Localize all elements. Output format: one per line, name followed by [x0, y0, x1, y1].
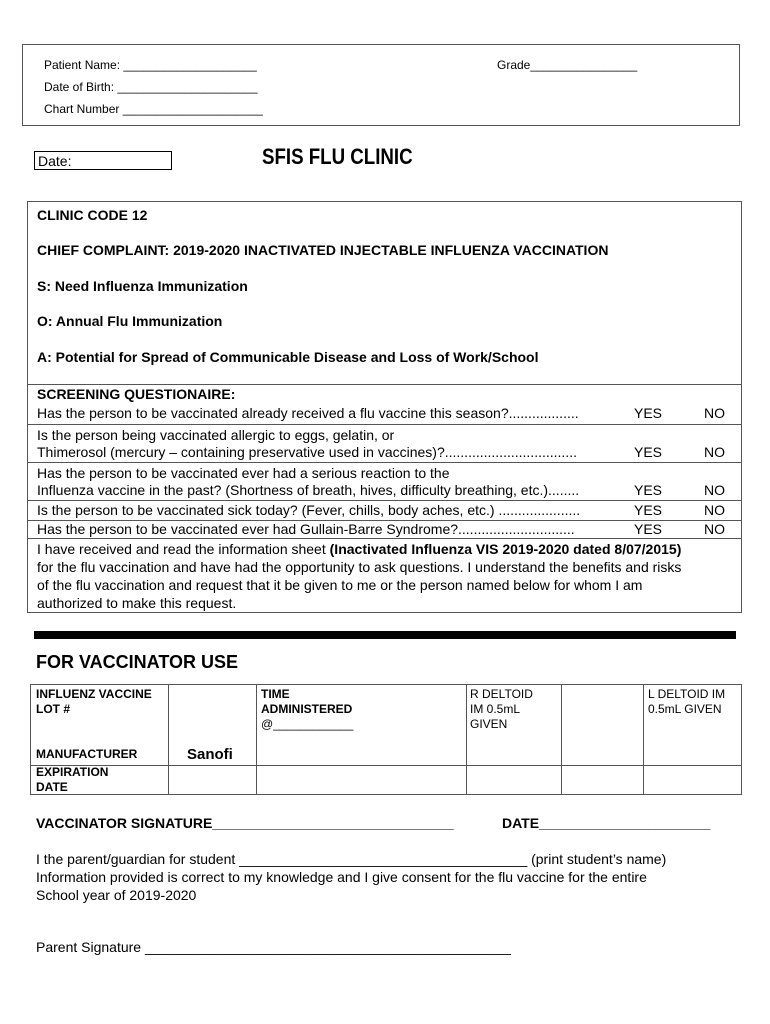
subjective-note: S: Need Influenza Immunization — [37, 278, 248, 294]
vis-reference: (Inactivated Influenza VIS 2019-2020 dated 8/07/2015) — [329, 541, 682, 557]
no-option[interactable]: NO — [704, 521, 725, 537]
clinic-code: CLINIC CODE 12 — [37, 207, 148, 223]
question-text: Has the person to be vaccinated ever had Gullain-Barre Syndrome?.............................. — [37, 521, 575, 537]
expiration-date-label: EXPIRATION DATE — [36, 765, 109, 794]
vaccinator-heading: FOR VACCINATOR USE — [36, 652, 239, 672]
screening-heading: SCREENING QUESTIONAIRE: — [37, 386, 236, 402]
divider — [28, 424, 741, 425]
date-of-birth-field[interactable]: Date of Birth: _____________________ — [44, 80, 258, 94]
question-text: Influenza vaccine in the past? (Shortness of breath, hives, difficulty breathing, etc.)........ — [37, 482, 580, 498]
no-option[interactable]: NO — [704, 482, 725, 498]
parent-consent-statement — [36, 850, 666, 904]
divider — [28, 500, 741, 501]
divider — [28, 462, 741, 463]
page-title: SFIS FLU CLINIC — [262, 144, 413, 169]
parent-consent-text[interactable]: I the parent/guardian for student _____________________________________ (print student’s name) — [36, 851, 667, 867]
screening-question-5 — [37, 521, 737, 537]
section-divider — [34, 631, 736, 639]
no-option[interactable]: NO — [704, 502, 725, 518]
parent-signature-line[interactable]: Parent Signature _______________________________________________ — [36, 939, 511, 955]
lot-number-label: INFLUENZ VACCINE LOT # — [36, 687, 152, 716]
parent-consent-text: Information provided is correct to my knowledge and I give consent for the flu vaccine for the entire — [36, 869, 647, 885]
screening-question-3 — [37, 465, 737, 498]
grade-field[interactable]: Grade________________ — [497, 58, 638, 72]
manufacturer-value: Sanofi — [187, 746, 233, 763]
divider — [28, 384, 741, 385]
question-text: Is the person being vaccinated allergic to eggs, gelatin, or — [37, 427, 395, 443]
question-text: Has the person to be vaccinated ever had a serious reaction to the — [37, 465, 450, 481]
yes-option[interactable]: YES — [634, 521, 663, 537]
parent-consent-text: School year of 2019-2020 — [36, 887, 197, 903]
date-field[interactable]: Date: — [34, 151, 172, 170]
screening-question-4 — [37, 502, 737, 518]
vaccinator-signature-line[interactable]: VACCINATOR SIGNATURE_______________________________ — [36, 815, 454, 831]
yes-option[interactable]: YES — [634, 405, 663, 421]
signature-date-line[interactable]: DATE______________________ — [502, 815, 711, 831]
question-text: Has the person to be vaccinated already received a flu vaccine this season?.................. — [37, 405, 579, 421]
consent-text: of the flu vaccination and request that it be given to me or the person named below for whom I am — [37, 577, 643, 593]
consent-text: I have received and read the information sheet — [37, 541, 330, 557]
screening-question-1 — [37, 405, 737, 421]
assessment-note: A: Potential for Spread of Communicable Disease and Loss of Work/School — [37, 349, 539, 365]
question-text: Is the person to be vaccinated sick today? (Fever, chills, body aches, etc.) ..................... — [37, 502, 581, 518]
consent-statement — [37, 540, 739, 612]
no-option[interactable]: NO — [704, 444, 725, 460]
no-option[interactable]: NO — [704, 405, 725, 421]
yes-option[interactable]: YES — [634, 482, 663, 498]
consent-text: for the flu vaccination and have had the opportunity to ask questions. I understand the benefits and risks — [37, 559, 682, 575]
chart-number-field[interactable]: Chart Number _____________________ — [44, 102, 263, 116]
right-deltoid-label: R DELTOID IM 0.5mL GIVEN — [470, 687, 533, 731]
left-deltoid-label: L DELTOID IM 0.5mL GIVEN — [648, 687, 726, 716]
divider — [28, 538, 741, 539]
patient-name-field[interactable]: Patient Name: ____________________ — [44, 58, 257, 72]
yes-option[interactable]: YES — [634, 502, 663, 518]
screening-question-2 — [37, 427, 737, 460]
question-text: Thimerosol (mercury – containing preservative used in vaccines)?.................................. — [37, 444, 577, 460]
yes-option[interactable]: YES — [634, 444, 663, 460]
time-administered-field[interactable]: TIME ADMINISTERED @____________ — [261, 687, 354, 731]
manufacturer-label: MANUFACTURER — [36, 747, 138, 761]
chief-complaint: CHIEF COMPLAINT: 2019-2020 INACTIVATED INJECTABLE INFLUENZA VACCINATION — [37, 242, 609, 258]
objective-note: O: Annual Flu Immunization — [37, 313, 223, 329]
consent-text: authorized to make this request. — [37, 595, 237, 611]
